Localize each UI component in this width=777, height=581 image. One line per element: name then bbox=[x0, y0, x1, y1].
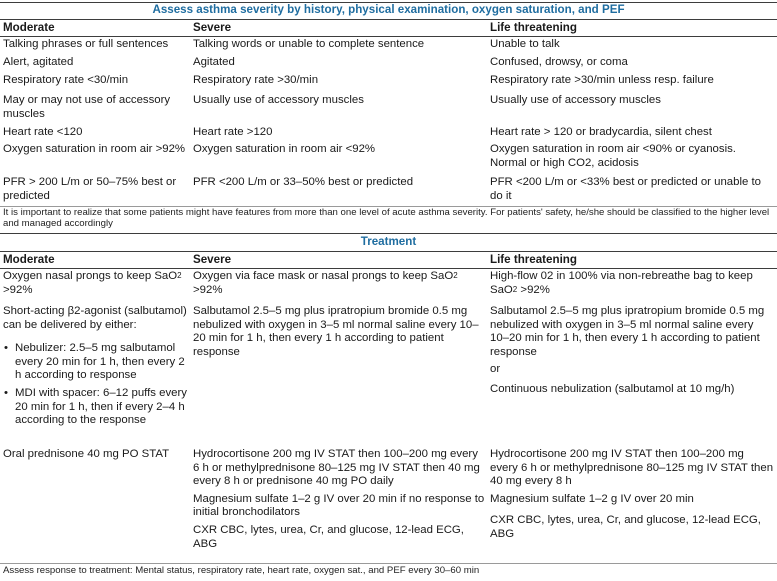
steroids-life-threatening bbox=[490, 448, 774, 544]
bronchodilator-moderate bbox=[3, 305, 189, 432]
severity-header-life-threatening: Life threatening bbox=[490, 21, 577, 34]
table-cell: Heart rate >120 bbox=[193, 126, 273, 138]
severity-header-rule bbox=[0, 36, 777, 37]
table-cell: Oxygen saturation in room air >92% bbox=[3, 143, 186, 155]
table-cell: PFR <200 L/m or 33–50% best or predicted bbox=[193, 176, 414, 188]
treatment-header-severe: Severe bbox=[193, 253, 232, 266]
severity-header-severe: Severe bbox=[193, 21, 232, 34]
table-cell: Unable to talk bbox=[490, 38, 560, 50]
treatment-title-rule bbox=[0, 251, 777, 252]
treatment-section-title: Treatment bbox=[360, 235, 417, 248]
severity-note: It is important to realize that some patients might have features from more than one level of acute asthma severity. For patients' safety, he/she should be classified to the higher level and managed accordingly bbox=[3, 207, 770, 230]
bronchodilator-life-threatening bbox=[490, 305, 774, 399]
list-item: • Nebulizer: 2.5–5 mg salbutamol every 20 min for 1 h, then every 2 h according to response bbox=[3, 342, 189, 383]
steroids-severe bbox=[193, 448, 487, 553]
footer-rule bbox=[0, 563, 777, 564]
oxygen-severe: Oxygen via face mask or nasal prongs to keep SaO$^2$ >92% bbox=[193, 270, 458, 296]
table-cell: Talking phrases or full sentences bbox=[3, 38, 169, 50]
table-cell: Confused, drowsy, or coma bbox=[490, 56, 628, 68]
table-cell: Respiratory rate >30/min unless resp. failure bbox=[490, 74, 714, 86]
table-cell: Respiratory rate <30/min bbox=[3, 74, 129, 86]
bronchodilator-life-text: Salbutamol 2.5–5 mg plus ipratropium bromide 0.5 mg nebulized with oxygen in 3–5 ml normal saline every 10–20 min for 1 h, then every 1 h according to patient response bbox=[490, 305, 765, 358]
table-cell: May or may not use of accessory muscles bbox=[3, 94, 171, 120]
table-cell: Oxygen saturation in room air <92% bbox=[193, 143, 376, 155]
steroids-moderate: Oral prednisone 40 mg PO STAT bbox=[3, 448, 170, 460]
severity-section-title: Assess asthma severity by history, physical examination, oxygen saturation, and PEF bbox=[152, 3, 625, 16]
bronchodilator-or: or bbox=[490, 363, 501, 376]
labs-severe: CXR CBC, lytes, urea, Cr, and glucose, 12-lead ECG, ABG bbox=[193, 523, 464, 550]
table-cell: Oxygen saturation in room air <90% or cyanosis. Normal or high CO2, acidosis bbox=[490, 143, 736, 169]
severity-title-rule bbox=[0, 19, 777, 20]
oxygen-life-threatening: High-flow 02 in 100% via non-rebreathe bag to keep SaO$^2$ >92% bbox=[490, 270, 753, 296]
labs-life: CXR CBC, lytes, urea, Cr, and glucose, 12-lead ECG, ABG bbox=[490, 514, 761, 540]
table-cell: PFR <200 L/m or <33% best or predicted or unable to do it bbox=[490, 176, 762, 202]
treatment-top-rule bbox=[0, 233, 777, 234]
table-cell: Respiratory rate >30/min bbox=[193, 74, 319, 86]
steroids-life-text: Hydrocortisone 200 mg IV STAT then 100–200 mg every 6 h or methylprednisone 80–125 mg IV STAT then 40 mg every 8 h bbox=[490, 448, 774, 488]
bronchodilator-intro: Short-acting β2-agonist (salbutamol) can be delivered by either: bbox=[3, 305, 187, 331]
treatment-header-rule bbox=[0, 268, 777, 269]
table-cell: Heart rate <120 bbox=[3, 126, 83, 138]
table-cell: Heart rate > 120 or bradycardia, silent chest bbox=[490, 126, 712, 138]
treatment-header-moderate: Moderate bbox=[3, 253, 55, 266]
table-cell: Alert, agitated bbox=[3, 56, 74, 68]
table-cell: Agitated bbox=[193, 56, 235, 68]
magnesium-severe: Magnesium sulfate 1–2 g IV over 20 min if no response to initial bronchodilators bbox=[193, 492, 485, 519]
bronchodilator-options bbox=[3, 342, 189, 428]
steroids-severe-text: Hydrocortisone 200 mg IV STAT then 100–200 mg every 6 h or methylprednisone 80–125 mg IV STAT then 40 mg every 8 h or prednisone 40 mg PO daily bbox=[193, 448, 480, 488]
bronchodilator-severe: Salbutamol 2.5–5 mg plus ipratropium bromide 0.5 mg nebulized with oxygen in 3–5 ml normal saline every 10–20 min for 1 h, then every 1 h according to patient response bbox=[193, 305, 479, 358]
footer-note: Assess response to treatment: Mental status, respiratory rate, heart rate, oxygen sat., and PEF every 30–60 min bbox=[3, 565, 480, 576]
table-cell: Usually use of accessory muscles bbox=[490, 94, 661, 106]
severity-header-moderate: Moderate bbox=[3, 21, 55, 34]
oxygen-moderate: Oxygen nasal prongs to keep SaO$^2$ >92% bbox=[3, 270, 182, 296]
table-cell: Talking words or unable to complete sentence bbox=[193, 38, 425, 50]
table-cell: Usually use of accessory muscles bbox=[193, 94, 364, 106]
table-cell: PFR > 200 L/m or 50–75% best or predicted bbox=[3, 176, 177, 202]
list-item: • MDI with spacer: 6–12 puffs every 20 min for 1 h, then if every 2–4 h according to the response bbox=[3, 387, 189, 428]
magnesium-life: Magnesium sulfate 1–2 g IV over 20 min bbox=[490, 492, 694, 505]
treatment-header-life-threatening: Life threatening bbox=[490, 253, 577, 266]
bronchodilator-alt: Continuous nebulization (salbutamol at 10 mg/h) bbox=[490, 382, 735, 395]
